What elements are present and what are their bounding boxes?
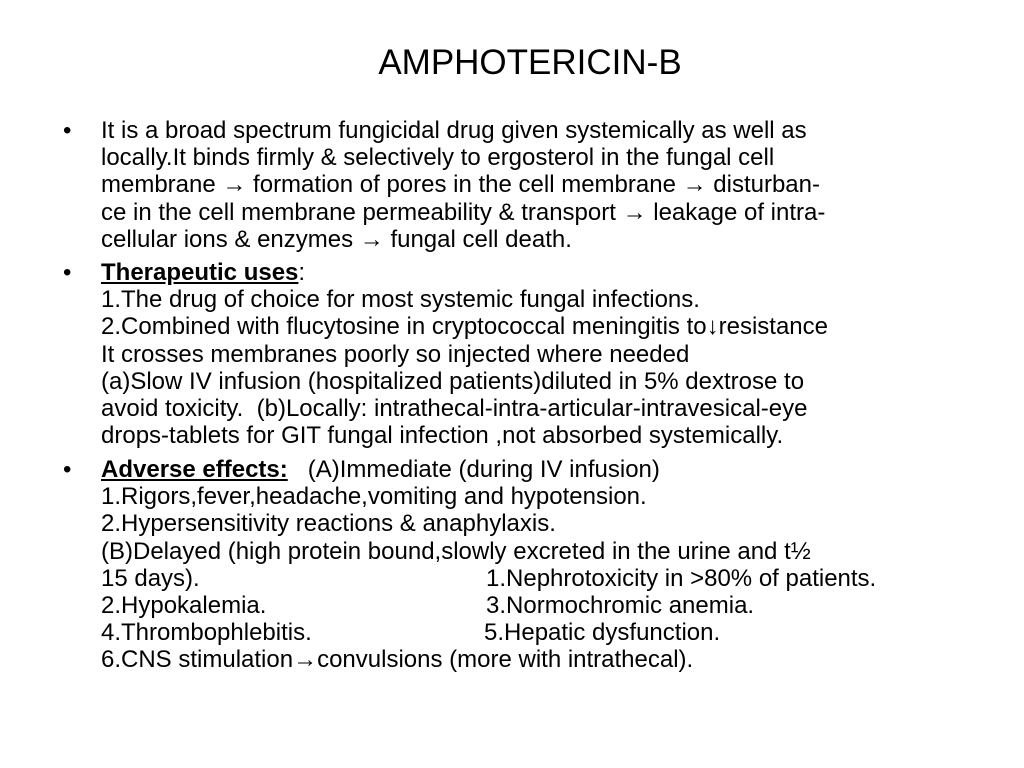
- therapeutic-line: 2.Combined with flucytosine in cryptococcal meningitis to↓resistance: [101, 313, 828, 341]
- adverse-effects-heading: Adverse effects:: [101, 456, 288, 483]
- therapeutic-line: (a)Slow IV infusion (hospitalized patients)diluted in 5% dextrose to: [101, 367, 805, 395]
- therapeutic-heading-line: [101, 259, 1001, 286]
- adverse-line: 2.Hypersensitivity reactions & anaphylaxis.: [101, 510, 556, 538]
- mechanism-line: ce in the cell membrane permeability & transport → leakage of intra-: [101, 198, 826, 226]
- adverse-row-left: 4.Thrombophlebitis.: [101, 619, 312, 647]
- therapeutic-heading-suffix: :: [298, 259, 306, 286]
- slide-title: AMPHOTERICIN-B: [378, 43, 682, 82]
- adverse-row: [101, 592, 1001, 619]
- adverse-line: 6.CNS stimulation→convulsions (more with intrathecal).: [101, 646, 694, 674]
- therapeutic-line: drops-tablets for GIT fungal infection ,not absorbed systemically.: [101, 422, 784, 450]
- adverse-heading-suffix: (A)Immediate (during IV infusion): [287, 456, 660, 483]
- adverse-line: (B)Delayed (high protein bound,slowly excreted in the urine and t½: [101, 537, 811, 565]
- mechanism-line: membrane → formation of pores in the cell membrane → disturban-: [101, 171, 820, 199]
- therapeutic-line: avoid toxicity. (b)Locally: intrathecal-intra-articular-intravesical-eye: [101, 394, 808, 422]
- adverse-row-left: 15 days).: [101, 564, 200, 592]
- bullet-mechanism-text: [101, 117, 1001, 253]
- mechanism-line: locally.It binds firmly & selectively to ergosterol in the fungal cell: [101, 144, 775, 172]
- adverse-row-left: 2.Hypokalemia.: [101, 591, 267, 619]
- therapeutic-uses-heading: Therapeutic uses: [101, 259, 299, 286]
- adverse-row-right: 1.Nephrotoxicity in >80% of patients.: [486, 564, 877, 592]
- therapeutic-line: 1.The drug of choice for most systemic fungal infections.: [101, 286, 700, 314]
- bullet-adverse-text: [101, 456, 1001, 674]
- therapeutic-line: It crosses membranes poorly so injected where needed: [101, 340, 690, 368]
- bullet-dot: •: [63, 117, 72, 144]
- bullet-dot: •: [63, 456, 72, 483]
- adverse-row: [101, 565, 1001, 592]
- mechanism-line: cellular ions & enzymes → fungal cell death.: [101, 225, 572, 253]
- adverse-row-right: 3.Normochromic anemia.: [486, 591, 755, 619]
- adverse-row-right: 5.Hepatic dysfunction.: [484, 619, 721, 647]
- mechanism-line: It is a broad spectrum fungicidal drug given systemically as well as: [101, 117, 807, 144]
- bullet-dot: •: [63, 259, 72, 286]
- adverse-line: 1.Rigors,fever,headache,vomiting and hypotension.: [101, 483, 647, 511]
- adverse-heading-line: [101, 456, 1001, 483]
- bullet-therapeutic-text: [101, 259, 1001, 449]
- adverse-row: [101, 619, 1001, 646]
